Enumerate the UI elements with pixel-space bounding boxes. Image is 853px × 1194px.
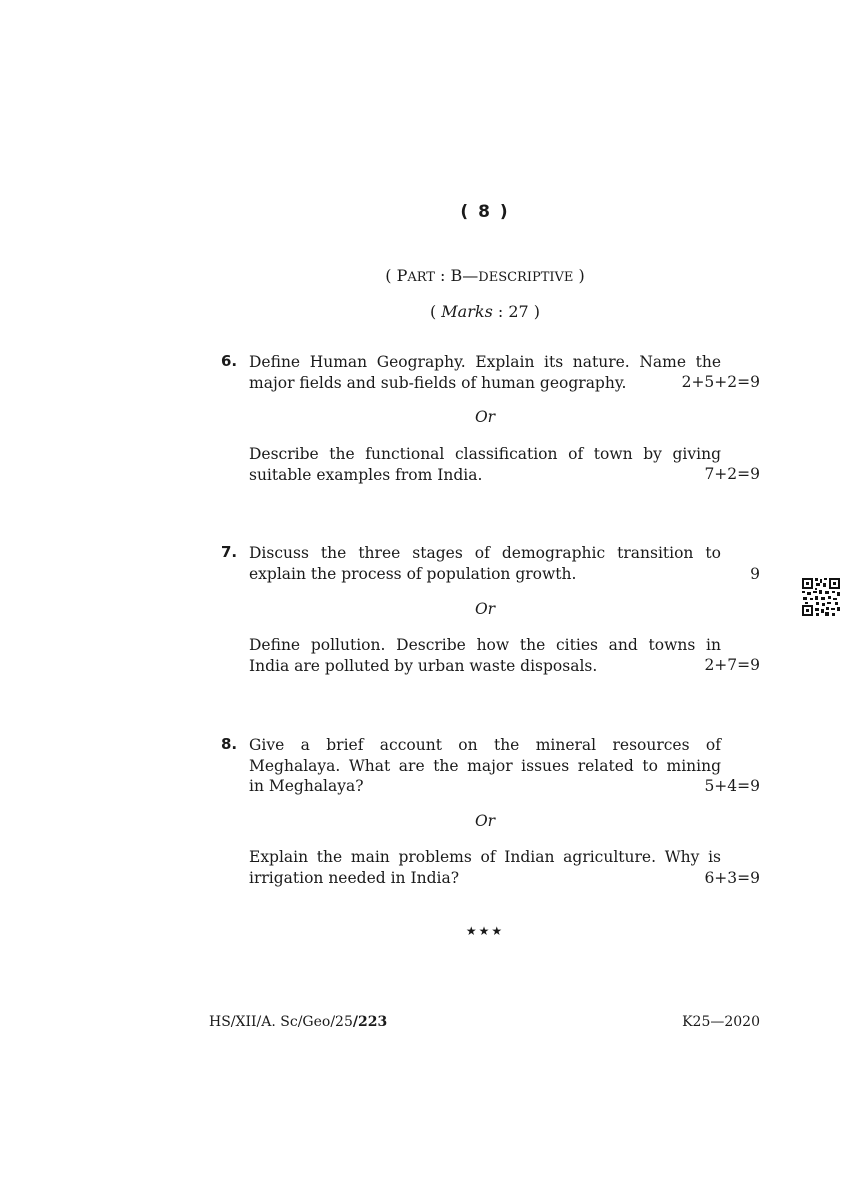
question-marks: 2+5+2=9 [681,373,760,391]
question-number: 8. [221,735,238,753]
or-divider: Or [474,812,496,830]
question-number: 6. [221,352,238,370]
or-divider: Or [474,408,496,426]
question-line: Give a brief account on the mineral resources of [249,736,721,754]
question-line: suitable examples from India. [249,465,483,484]
end-marker: ★★★ [465,924,505,938]
marks-open: ( [429,302,442,321]
question-line: major fields and sub-fields of human geography. [249,373,627,392]
question-line: Define Human Geography. Explain its nature. Name the [249,353,721,371]
question-marks: 7+2=9 [704,465,760,483]
question-line: irrigation needed in India? [249,868,459,887]
part-title-suffix: ) [573,266,585,285]
question-line: in Meghalaya? [249,777,364,795]
question-line: Describe the functional classification of town by giving [249,445,721,463]
question-number: 7. [221,543,238,561]
or-divider: Or [474,600,496,618]
question-line: Define pollution. Describe how the cities and towns in [249,636,721,654]
marks-line [0,302,853,321]
part-title-mid: : B— [434,266,479,285]
question-line: Explain the main problems of Indian agriculture. Why is [249,848,721,866]
question-marks: 9 [750,565,760,583]
question-marks: 6+3=9 [704,869,760,887]
question-marks: 5+4=9 [704,777,760,795]
qr-code-icon [801,577,841,617]
marks-label: Marks [441,302,493,321]
paper-serial: K25—2020 [682,1014,760,1030]
part-title [0,266,853,285]
question-line: Meghalaya. What are the major issues related to mining [249,756,721,775]
question-line: Discuss the three stages of demographic transition to [249,544,721,562]
question-marks: 2+7=9 [704,656,760,674]
page-number: ( 8 ) [460,202,510,222]
part-title-smallcaps-1: ART [407,270,435,285]
paper-code-number: /223 [352,1014,388,1030]
paper-code-prefix: HS/XII/A. Sc/Geo/25 [209,1014,353,1030]
question-line: India are polluted by urban waste disposals. [249,656,598,675]
part-title-smallcaps-2: DESCRIPTIVE [478,270,574,285]
paper-code [209,1014,387,1030]
part-title-prefix: ( P [385,266,408,285]
question-line: explain the process of population growth. [249,564,577,583]
marks-value: : 27 ) [492,302,541,321]
